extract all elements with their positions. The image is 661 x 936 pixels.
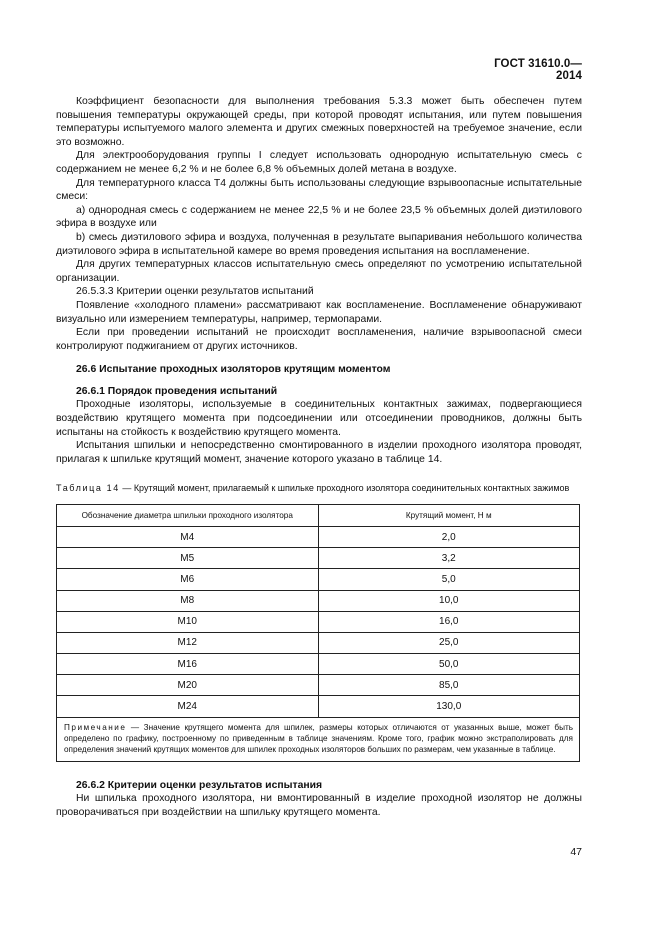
subsection-heading-26-6-1: 26.6.1 Порядок проведения испытаний [76,385,278,397]
paragraph: Если при проведении испытаний не происходит воспламенения, наличие взрывоопасной смеси контролируют поджиганием от других источников. [56,327,582,352]
cell-torque: 130,0 [318,696,580,717]
cell-size: M4 [57,526,319,547]
page-number: 47 [570,846,582,858]
cell-size: M24 [57,696,319,717]
cell-torque: 5,0 [318,569,580,590]
paragraph: Испытания шпильки и непосредственно смонтированного в изделии проходного изолятора проводят, прилагая к шпильке крутящий момент, значение которого указано в таблице 14. [56,440,582,465]
cell-torque: 16,0 [318,611,580,632]
cell-torque: 2,0 [318,526,580,547]
note-text: — Значение крутящего момента для шпилек, размеры которых отличаются от указанных выше, может быть определено по графику, построенному по приведенным в таблице значениям. Кроме того, график можно экстраполировать для определения значений крутящих моментов для шпилек проходных изоляторов больших по размерам, чем указанные в таблице. [64,722,573,755]
paragraph: Коэффициент безопасности для выполнения требования 5.3.3 может быть обеспечен путем повышения температуры окружающей среды, при которой проводят испытания, или путем повышения температуры испытуемого малого элемента и других смежных поверхностей на требуемое значение, если это возможно. [56,96,582,148]
page-content [56,95,582,820]
subsection-heading-26-6-2: 26.6.2 Критерии оценки результатов испытания [76,779,323,791]
cell-torque: 25,0 [318,632,580,653]
table-row [57,632,580,653]
table-caption-label: Таблица 14 [56,483,120,494]
document-header: ГОСТ 31610.0—2014 [494,58,582,82]
table-note-row [57,717,580,761]
table-row [57,611,580,632]
list-item-a: a) однородная смесь с содержанием не менее 22,5 % и не более 23,5 % объемных долей диэтилового эфира в воздухе или [56,204,582,230]
table-row [57,569,580,590]
cell-size: M5 [57,548,319,569]
table-row [57,526,580,547]
torque-table [56,504,580,762]
paragraph: Для других температурных классов испытательную смесь определяют по усмотрению испытательной организации. [56,259,582,284]
paragraph: Ни шпилька проходного изолятора, ни вмонтированный в изделие проходной изолятор не должны проворачиваться при воздействии на шпильку крутящего момента. [56,793,582,819]
table-header-torque: Крутящий момент, Н м [318,504,580,526]
list-item-b: b) смесь диэтилового эфира и воздуха, полученная в результате выпаривания небольшого количества диэтилового эфира в испытательной камере во время проведения испытания на воспламенение. [56,231,582,257]
table-note [57,717,580,761]
paragraph: Появление «холодного пламени» рассматривают как воспламенение. Воспламенение обнаруживают визуально или измерением температуры, например, термопарами. [56,299,582,325]
cell-size: M10 [57,611,319,632]
table-caption-text: — Крутящий момент, прилагаемый к шпильке проходного изолятора соединительных контактных зажимов [119,483,570,494]
cell-torque: 85,0 [318,675,580,696]
cell-size: M8 [57,590,319,611]
table-caption [56,483,582,495]
table-row [57,590,580,611]
subsection-title: 26.5.3.3 Критерии оценки результатов испытаний [76,286,314,298]
cell-torque: 10,0 [318,590,580,611]
note-label: Примечание [64,722,127,732]
cell-torque: 50,0 [318,654,580,675]
cell-size: M6 [57,569,319,590]
table-row [57,654,580,675]
paragraph: Проходные изоляторы, используемые в соединительных контактных зажимах, подвергающиеся воздействию крутящего момента при подсоединении или отсоединении проводников, должны быть испытаны на стойкость к воздействию крутящего момента. [56,399,582,438]
paragraph: Для электрооборудования группы I следует использовать однородную испытательную смесь с содержанием не менее 6,2 % и не более 6,8 % объемных долей метана в воздухе. [56,150,582,175]
table-header-size: Обозначение диаметра шпильки проходного изолятора [57,504,319,526]
table-row [57,675,580,696]
cell-size: M12 [57,632,319,653]
table-row [57,548,580,569]
cell-size: M16 [57,654,319,675]
cell-size: M20 [57,675,319,696]
section-heading-26-6: 26.6 Испытание проходных изоляторов крутящим моментом [76,364,391,376]
cell-torque: 3,2 [318,548,580,569]
table-row [57,696,580,717]
paragraph: Для температурного класса Т4 должны быть использованы следующие взрывоопасные испытательные смеси: [56,177,582,203]
